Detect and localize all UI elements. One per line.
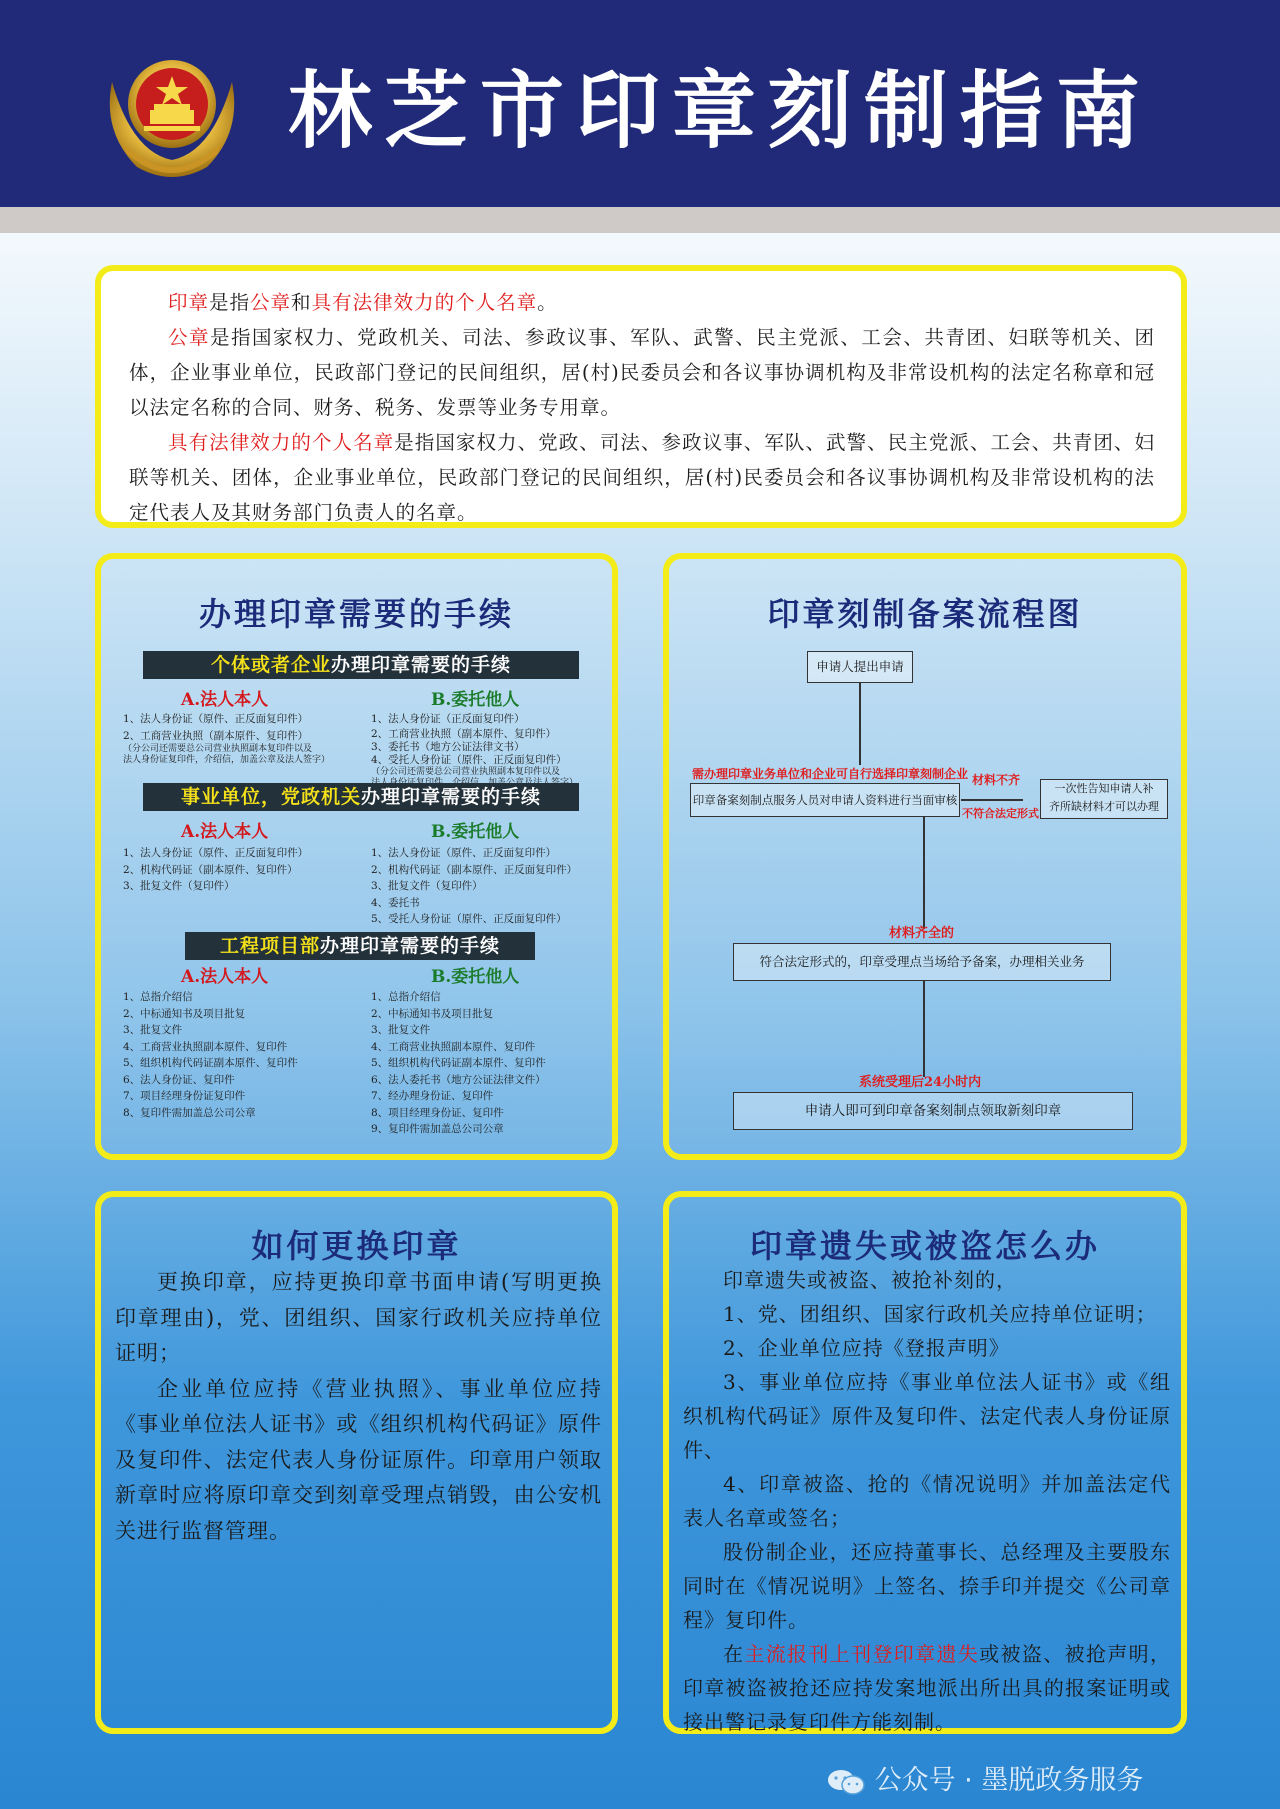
col-head-legal-person: A.法人本人 [181, 967, 269, 987]
list-item: 5、受托人身份证（原件、正反面复印件） [371, 913, 567, 925]
change-paragraph-1: 更换印章，应持更换印章书面申请(写明更换印章理由)，党、团组织、国家行政机关应持单位证明； [115, 1270, 602, 1365]
lost-title: 印章遗失或被盗怎么办 [749, 1227, 1100, 1265]
list-item: 1、法人身份证（原件、正反面复印件） [371, 847, 557, 859]
intro-text: 是指国家权力、党政、司法、参政议事、军队、武警、民主党派、工会、共青团、妇联等机关、团体，企业事业单位，民政部门登记的民间组织，居(村)民委员会和各议事协调机构及非常设机构的法定代表人及其财务部门负责人的名章。 [129, 431, 1155, 524]
procedures-title: 办理印章需要的手续 [198, 595, 514, 633]
wechat-icon [826, 1767, 866, 1797]
list-item: 1、总指介绍信 [123, 991, 193, 1003]
list-enterprise-legal [123, 711, 330, 766]
lost-seal-panel [663, 1191, 1187, 1734]
list-item: 1、法人身份证（原件、正反面复印件） [123, 713, 309, 725]
list-item: 2、中标通知书及项目批复 [123, 1007, 246, 1020]
procedures-panel [95, 553, 618, 1160]
term-seal: 印章 [168, 291, 210, 314]
flow-arrow [923, 981, 925, 1077]
flow-step-review: 印章备案刻制点服务人员对申请人资料进行当面审核 [690, 783, 960, 817]
flow-notify-line: 一次性告知申请人补 [1054, 782, 1154, 795]
lost-paragraph: 3、事业单位应持《事业单位法人证书》或《组织机构代码证》原件及复印件、法定代表人身份证原件、 [683, 1370, 1171, 1462]
list-item: 6、法人身份证、复印件 [123, 1073, 235, 1086]
intro-text: 是指国家权力、党政机关、司法、参政议事、军队、武警、民主党派、工会、共青团、妇联等机关、团体，企业事业单位，民政部门登记的民间组织，居(村)民委员会和各议事协调机构及非常设机构的法定名称章和冠以法定名称的合同、财务、税务、发票等业务专用章。 [129, 326, 1155, 419]
change-paragraph-2: 企业单位应持《营业执照》、事业单位应持《事业单位法人证书》或《组织机构代码证》原件及复印件、法定代表人身份证原件。印章用户领取新章时应将原印章交到刻章受理点销毁，由公安机关进行监督管理。 [115, 1376, 602, 1543]
flow-note-24h: 系统受理后24小时内 [859, 1075, 982, 1090]
col-head-legal-person: A.法人本人 [181, 690, 269, 710]
list-item: 4、受托人身份证（原件、正反面复印件） [371, 753, 567, 766]
change-title: 如何更换印章 [251, 1227, 462, 1265]
band-highlight: 事业单位，党政机关 [180, 786, 361, 808]
group-band-project [185, 932, 535, 960]
intro-paragraph-1 [129, 285, 1155, 320]
list-item: 4、委托书 [371, 896, 420, 909]
lost-paragraph: 4、印章被盗、抢的《情况说明》并加盖法定代表人名章或签名； [683, 1472, 1171, 1530]
lost-paragraph: 印章遗失或被盗、被抢补刻的， [723, 1268, 1017, 1292]
list-institution-legal [123, 845, 308, 895]
lost-paragraph: 1、党、团组织、国家行政机关应持单位证明； [723, 1302, 1157, 1326]
flow-note-choose-company: 需办理印章业务单位和企业可自行选择印章刻制企业 [692, 767, 969, 781]
list-item: 3、批复文件 [123, 1024, 183, 1036]
intro-text: 和 [291, 291, 312, 314]
flow-notify-line: 齐所缺材料才可以办理 [1049, 800, 1159, 813]
list-item: 3、批复文件（复印件） [123, 880, 235, 892]
col-head-delegate: B.委托他人 [431, 822, 520, 842]
list-item: 5、组织机构代码证副本原件、复印件 [371, 1057, 546, 1069]
list-item: （分公司还需要总公司营业执照副本复印件以及 [371, 766, 561, 777]
intro-paragraph-3 [129, 425, 1155, 530]
intro-text: 。 [537, 291, 558, 314]
col-head-delegate: B.委托他人 [431, 690, 520, 710]
list-enterprise-delegate [371, 711, 578, 789]
list-item: 8、项目经理身份证、复印件 [371, 1106, 504, 1119]
flow-arrow-side [961, 799, 1023, 801]
band-text: 办理印章需要的手续 [361, 786, 542, 808]
flow-step-notify [1040, 779, 1168, 819]
flow-step-accept: 符合法定形式的，印章受理点当场给予备案，办理相关业务 [733, 943, 1111, 981]
list-item: 2、中标通知书及项目批复 [371, 1007, 494, 1020]
list-item: 4、工商营业执照副本原件、复印件 [123, 1040, 288, 1053]
list-item: 法人身份证复印件，介绍信，加盖公章及法人签字） [123, 755, 331, 765]
flow-step-collect: 申请人即可到印章备案刻制点领取新刻印章 [733, 1092, 1133, 1130]
watermark-text: 公众号 · 墨脱政务服务 [874, 1765, 1144, 1796]
list-item: 6、法人委托书（地方公证法律文件） [371, 1073, 546, 1086]
lost-highlight: 主流报刊上刊登印章遗失 [744, 1642, 980, 1666]
term-official-seal: 公章 [250, 291, 292, 314]
group-band-enterprise [143, 651, 579, 679]
page-title: 林芝市印章刻制指南 [288, 62, 1153, 160]
lost-body [683, 1263, 1171, 1739]
list-item: 3、批复文件（复印件） [371, 880, 483, 892]
flowchart-panel [663, 553, 1187, 1160]
lost-paragraph: 股份制企业，还应持董事长、总经理及主要股东同时在《情况说明》上签名、捺手印并提交《公司章程》复印件。 [683, 1540, 1171, 1632]
band-text: 办理印章需要的手续 [331, 654, 512, 676]
band-text: 办理印章需要的手续 [320, 935, 501, 957]
change-seal-panel [95, 1191, 618, 1734]
lost-text: 或被盗、被抢声明，印章被盗被抢还应持发案地派出所出具的报案证明或接出警记录复印件方能刻制。 [683, 1642, 1172, 1734]
group-band-institution [143, 783, 579, 811]
list-item: 2、工商营业执照（副本原件、复印件） [371, 727, 557, 740]
list-item: 2、工商营业执照（副本原件、复印件） [123, 729, 309, 742]
intro-text: 是指 [209, 291, 251, 314]
flow-note-incomplete: 材料不齐 [972, 773, 1021, 787]
lost-text: 在 [723, 1642, 745, 1666]
flow-note-complete: 材料齐全的 [889, 926, 955, 941]
list-item: 3、批复文件 [371, 1024, 431, 1036]
list-item: 7、项目经理身份证复印件 [123, 1090, 246, 1102]
watermark [826, 1758, 1246, 1798]
term-official-seal: 公章 [168, 326, 211, 349]
list-item: 5、组织机构代码证副本原件、复印件 [123, 1057, 298, 1069]
flow-arrow [859, 683, 861, 765]
change-body [115, 1265, 602, 1549]
list-item: 3、委托书（地方公证法律文书） [371, 740, 525, 753]
term-personal-seal: 具有法律效力的个人名章 [311, 291, 538, 314]
list-item: 7、经办理身份证、复印件 [371, 1090, 494, 1102]
list-institution-delegate [371, 845, 577, 928]
police-emblem-icon [92, 42, 252, 187]
band-highlight: 工程项目部 [219, 935, 320, 957]
flow-arrow [923, 817, 925, 929]
list-project-legal [123, 989, 298, 1121]
intro-panel [95, 265, 1187, 528]
list-item: 1、法人身份证（正反面复印件） [371, 713, 525, 725]
list-project-delegate [371, 989, 546, 1138]
band-highlight: 个体或者企业 [210, 654, 331, 676]
list-item: 2、机构代码证（副本原件、复印件） [123, 863, 298, 876]
flowchart-title: 印章刻制备案流程图 [767, 595, 1083, 633]
list-item: 9、复印件需加盖总公司公章 [371, 1123, 504, 1135]
list-item: 4、工商营业执照副本原件、复印件 [371, 1040, 536, 1053]
col-head-delegate: B.委托他人 [431, 967, 520, 987]
flow-note-invalid-form: 不符合法定形式 [962, 807, 1039, 820]
list-item: 1、总指介绍信 [371, 991, 441, 1003]
header-banner [0, 0, 1280, 207]
lost-paragraph: 2、企业单位应持《登报声明》 [723, 1336, 1010, 1360]
lost-paragraph [683, 1637, 1171, 1739]
list-item: （分公司还需要总公司营业执照副本复印件以及 [123, 744, 313, 754]
list-item: 1、法人身份证（原件、正反面复印件） [123, 847, 309, 859]
term-personal-seal: 具有法律效力的个人名章 [168, 431, 395, 454]
list-item: 8、复印件需加盖总公司公章 [123, 1106, 256, 1119]
flow-step-apply: 申请人提出申请 [807, 651, 913, 683]
list-item: 2、机构代码证（副本原件、正反面复印件） [371, 863, 578, 876]
intro-paragraph-2 [129, 320, 1155, 425]
header-divider [0, 207, 1280, 233]
col-head-legal-person: A.法人本人 [181, 822, 269, 842]
